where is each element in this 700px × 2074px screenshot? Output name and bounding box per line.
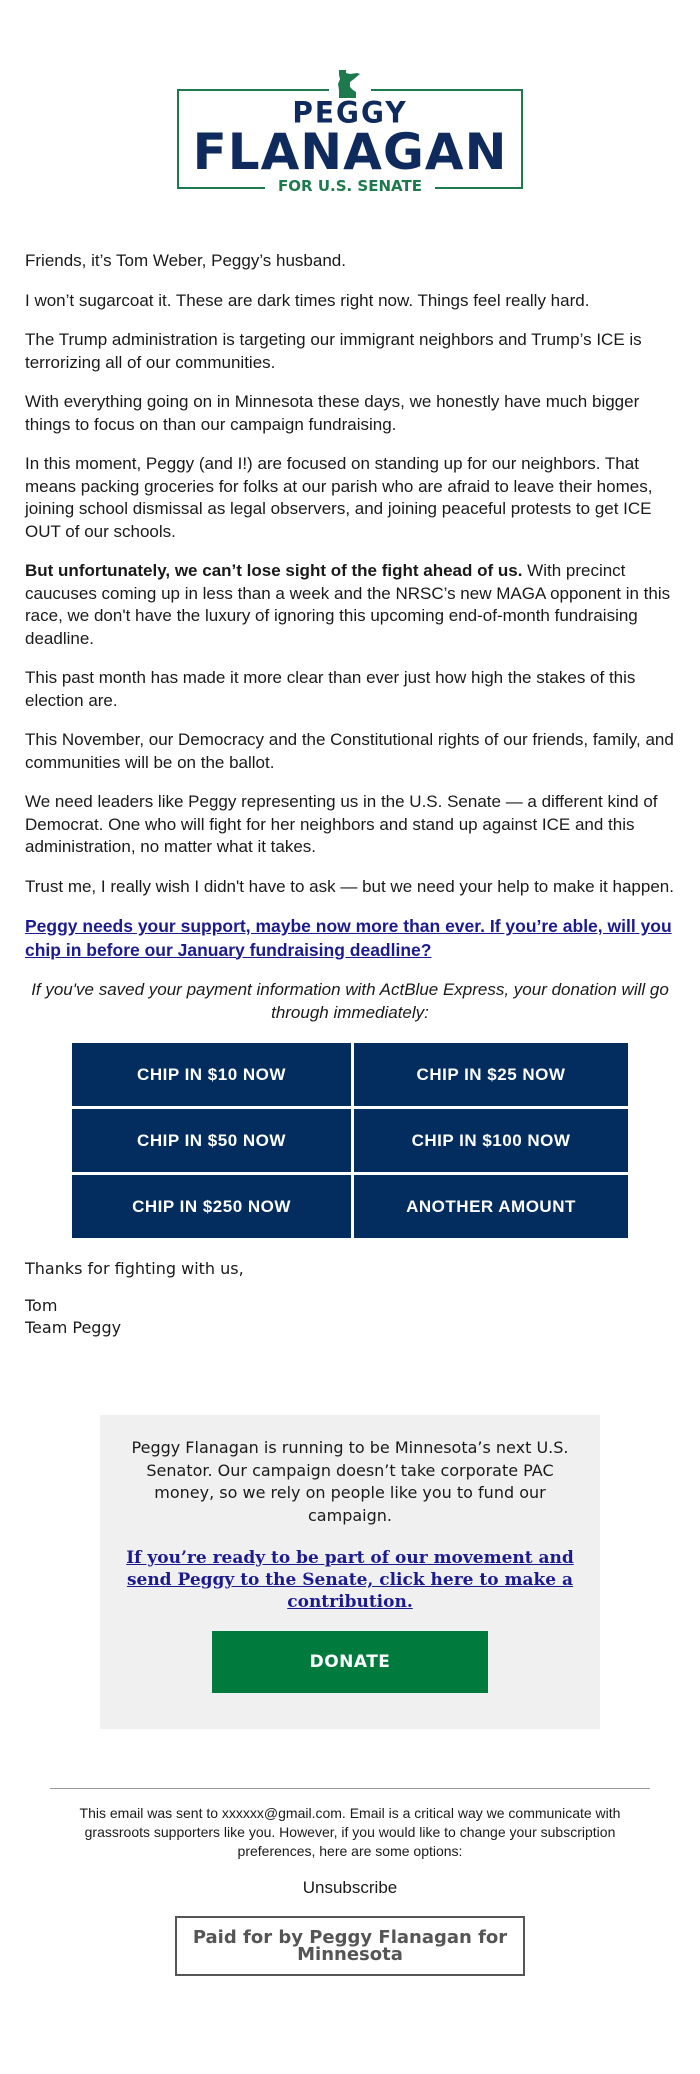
signer-name: Tom [25,1296,58,1315]
chip-in-25-button[interactable]: CHIP IN $25 NOW [354,1043,628,1106]
campaign-info-text: Peggy Flanagan is running to be Minnesota’s next U.S. Senator. Our campaign doesn’t take corporate PAC money, so we rely on people like you to fund our campaign. [131,1438,569,1525]
appeal-paragraph [25,915,675,962]
paid-for-text: Paid for by Peggy Flanagan for Minnesota [192,1927,508,1965]
email-body [25,250,675,1024]
campaign-logo [177,70,523,195]
footer-divider [50,1788,650,1789]
contribution-link[interactable]: If you’re ready to be part of our movement and send Peggy to the Senate, click here to make a contribution. [126,1548,574,1612]
another-amount-button[interactable]: ANOTHER AMOUNT [354,1175,628,1238]
footer-notice: This email was sent to xxxxxx@gmail.com. Email is a critical way we communicate with grassroots supporters like you. However, if you would like to change your subscription preferences, here are some options: [79,1805,621,1859]
chip-in-10-button[interactable]: CHIP IN $10 NOW [72,1043,351,1106]
body-paragraph: The Trump administration is targeting our immigrant neighbors and Trump’s ICE is terrorizing all of our communities. [25,330,642,372]
actblue-express-note: If you've saved your payment information with ActBlue Express, your donation will go through immediately: [31,980,669,1022]
logo-tagline: FOR U.S. SENATE [278,177,422,195]
logo-last-name: FLANAGAN [192,123,508,181]
campaign-info-box [100,1415,600,1729]
body-paragraph: In this moment, Peggy (and I!) are focused on standing up for our neighbors. That means packing groceries for folks at our parish who are afraid to leave their homes, joining school dismissal as legal observers, and joining peaceful protests to get ICE OUT of our schools. [25,454,653,541]
body-paragraph: Trust me, I really wish I didn't have to ask — but we need your help to make it happen. [25,876,674,896]
signer-team: Team Peggy [25,1318,122,1337]
chip-in-100-button[interactable]: CHIP IN $100 NOW [354,1109,628,1172]
donation-button-grid [72,1043,628,1238]
body-paragraph-emphasis [25,560,675,650]
donation-appeal-link[interactable]: Peggy needs your support, maybe now more than ever. If you’re able, will you chip in before our January fundraising deadline? [25,916,672,960]
unsubscribe-link[interactable]: Unsubscribe [302,1878,398,1897]
body-paragraph: With everything going on in Minnesota these days, we honestly have much bigger things to focus on than our campaign fundraising. [25,392,640,434]
logo-first-name: PEGGY [292,95,408,130]
minnesota-state-icon [337,70,361,98]
body-paragraph: We need leaders like Peggy representing us in the U.S. Senate — a different kind of Democrat. One who will fight for her neighbors and stand up against ICE and this administration, no matter what it takes. [25,792,658,856]
paragraph-rest: With precinct caucuses coming up in less than a week and the NRSC’s new MAGA opponent in this race, we don't have the luxury of ignoring this upcoming end-of-month fundraising deadline. [25,561,671,648]
paid-for-disclaimer [175,1916,525,1976]
donate-button[interactable]: DONATE [212,1631,488,1693]
body-paragraph: This November, our Democracy and the Constitutional rights of our friends, family, and communities will be on the ballot. [25,730,674,772]
signoff [25,1258,675,1339]
body-paragraph: I won’t sugarcoat it. These are dark times right now. Things feel really hard. [25,290,590,310]
chip-in-250-button[interactable]: CHIP IN $250 NOW [72,1175,351,1238]
closing-line: Thanks for fighting with us, [25,1259,244,1278]
bold-lead: But unfortunately, we can’t lose sight of the fight ahead of us. [25,561,523,580]
body-paragraph: This past month has made it more clear than ever just how high the stakes of this election are. [25,668,636,710]
chip-in-50-button[interactable]: CHIP IN $50 NOW [72,1109,351,1172]
body-paragraph: Friends, it’s Tom Weber, Peggy’s husband. [25,251,346,270]
